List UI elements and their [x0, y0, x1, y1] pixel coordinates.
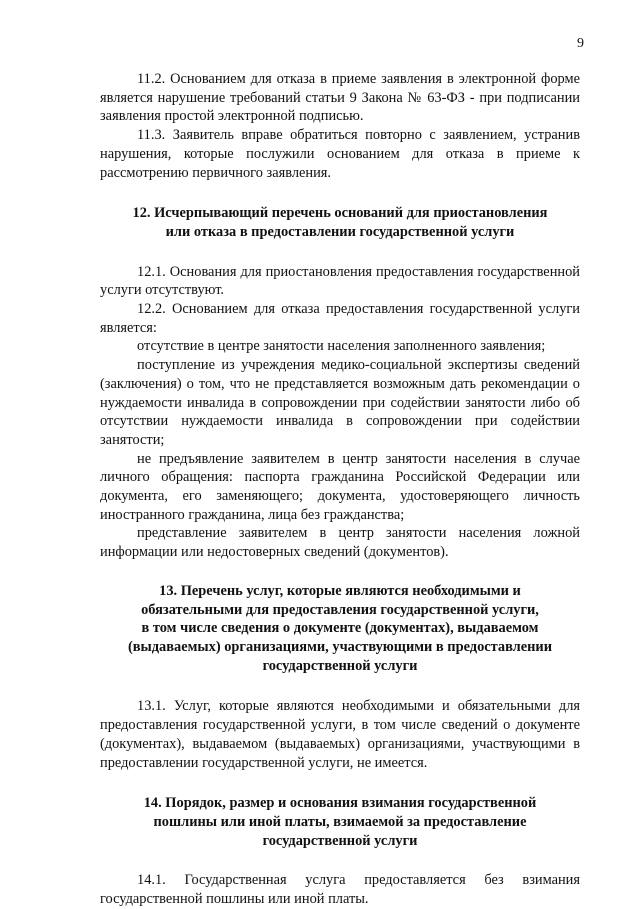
- paragraph: 11.2. Основанием для отказа в приеме заявления в электронной форме является нарушение требований статьи 9 Закона № 63-ФЗ - при подписании заявления простой электронной подписью.: [100, 71, 580, 125]
- paragraph: представление заявителем в центр занятости населения ложной информации или недостоверных сведений (документов).: [100, 525, 580, 561]
- heading-line: в том числе сведения о документе (документах), выдаваемом: [141, 620, 539, 637]
- section-heading: [100, 204, 580, 241]
- document-body: [100, 70, 580, 909]
- paragraph: 11.3. Заявитель вправе обратиться повторно с заявлением, устранив нарушения, которые послужили основанием для отказа в приеме к рассмотрению первичного заявления.: [100, 127, 580, 181]
- paragraph: 12.1. Основания для приостановления предоставления государственной услуги отсутствуют.: [100, 263, 580, 299]
- heading-line: (выдаваемых) организациями, участвующими в предоставлении: [127, 638, 553, 655]
- paragraph: 13.1. Услуг, которые являются необходимыми и обязательными для предоставления государственной услуги, в том числе сведений о документе (документах), выдаваемом (выдаваемых) организациями, участвующими в предоставлении государственной услуги, не имеется.: [100, 698, 580, 771]
- section-heading: [100, 794, 580, 850]
- heading-line: государственной услуги: [262, 832, 418, 849]
- heading-line: обязательными для предоставления государственной услуги,: [141, 601, 539, 618]
- heading-line: 14. Порядок, размер и основания взимания государственной: [143, 795, 537, 812]
- paragraph: отсутствие в центре занятости населения заполненного заявления;: [137, 338, 546, 355]
- section-heading: [100, 582, 580, 676]
- heading-line: пошлины или иной платы, взимаемой за предоставление: [153, 813, 527, 830]
- paragraph: 12.2. Основанием для отказа предоставления государственной услуги является:: [100, 301, 580, 336]
- paragraph: поступление из учреждения медико-социальной экспертизы сведений (заключения) о том, что не представляется возможным дать рекомендации о нуждаемости инвалида в сопровождении при содействии занятости либо об отсутствии нуждаемости инвалида в сопровождении при содействии занятости;: [100, 357, 580, 448]
- page-number: 9: [577, 36, 584, 51]
- heading-line: или отказа в предоставлении государственной услуги: [165, 223, 515, 240]
- heading-line: 12. Исчерпывающий перечень оснований для приостановления: [132, 205, 548, 222]
- heading-line: государственной услуги: [262, 657, 418, 674]
- heading-line: 13. Перечень услуг, которые являются необходимыми и: [159, 582, 521, 599]
- paragraph: 14.1. Государственная услуга предоставляется без взимания государственной пошлины или иной платы.: [100, 872, 580, 908]
- paragraph: не предъявление заявителем в центр занятости населения в случае личного обращения: паспорта гражданина Российской Федерации или документа, его заменяющего; документа, удостоверяющего личность иностранного гражданина, лица без гражданства;: [100, 450, 580, 523]
